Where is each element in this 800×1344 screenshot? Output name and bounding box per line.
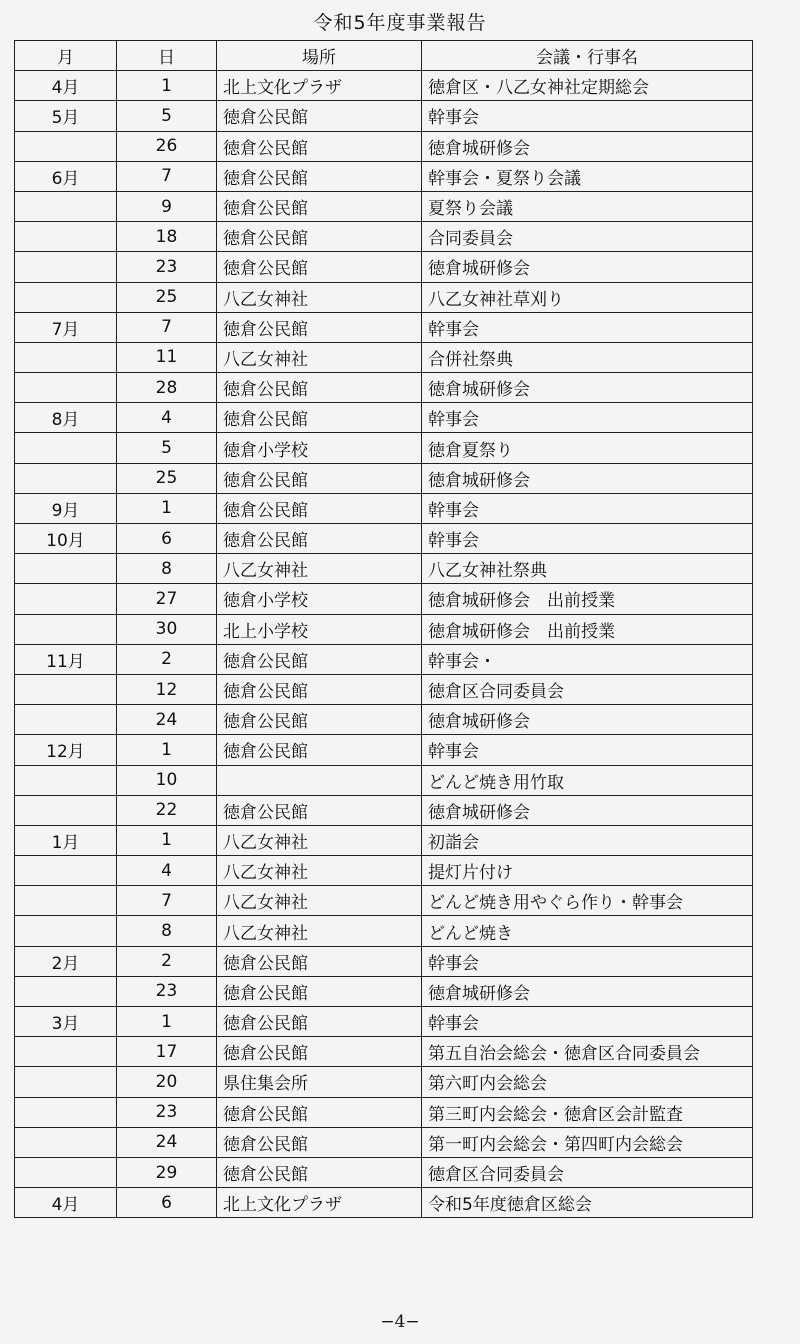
table-row bbox=[15, 493, 753, 523]
cell-event: どんど焼き用竹取 bbox=[422, 765, 753, 795]
cell-event: 徳倉城研修会 bbox=[422, 976, 753, 1006]
cell-day: 2 bbox=[117, 644, 217, 674]
cell-place: 徳倉公民館 bbox=[217, 373, 422, 403]
cell-month bbox=[15, 191, 117, 221]
cell-place: 八乙女神社 bbox=[217, 886, 422, 916]
cell-event: 徳倉城研修会 bbox=[422, 463, 753, 493]
cell-event: 初詣会 bbox=[422, 825, 753, 855]
cell-month: 12月 bbox=[15, 735, 117, 765]
cell-month bbox=[15, 916, 117, 946]
cell-event: 徳倉城研修会 bbox=[422, 373, 753, 403]
cell-event: 幹事会 bbox=[422, 493, 753, 523]
cell-place: 徳倉公民館 bbox=[217, 1097, 422, 1127]
cell-month bbox=[15, 554, 117, 584]
table-row bbox=[15, 282, 753, 312]
cell-day: 7 bbox=[117, 886, 217, 916]
table-row bbox=[15, 252, 753, 282]
cell-day: 11 bbox=[117, 342, 217, 372]
cell-month bbox=[15, 976, 117, 1006]
table-row bbox=[15, 161, 753, 191]
cell-day: 8 bbox=[117, 916, 217, 946]
cell-month bbox=[15, 373, 117, 403]
cell-month: 7月 bbox=[15, 312, 117, 342]
table-row bbox=[15, 674, 753, 704]
table-row bbox=[15, 403, 753, 433]
cell-event: 八乙女神社祭典 bbox=[422, 554, 753, 584]
cell-event: 幹事会 bbox=[422, 735, 753, 765]
cell-day: 2 bbox=[117, 946, 217, 976]
table-row bbox=[15, 463, 753, 493]
cell-place: 八乙女神社 bbox=[217, 554, 422, 584]
cell-month: 1月 bbox=[15, 825, 117, 855]
cell-month bbox=[15, 1127, 117, 1157]
cell-place: 北上文化プラザ bbox=[217, 1188, 422, 1218]
cell-event: 徳倉城研修会 bbox=[422, 705, 753, 735]
cell-day: 23 bbox=[117, 976, 217, 1006]
header-place: 場所 bbox=[217, 41, 422, 71]
cell-month bbox=[15, 433, 117, 463]
table-row bbox=[15, 795, 753, 825]
table-row bbox=[15, 554, 753, 584]
cell-day: 9 bbox=[117, 191, 217, 221]
cell-event: 徳倉区・八乙女神社定期総会 bbox=[422, 71, 753, 101]
cell-place: 徳倉公民館 bbox=[217, 795, 422, 825]
cell-month bbox=[15, 856, 117, 886]
cell-event: 第六町内会総会 bbox=[422, 1067, 753, 1097]
table-row bbox=[15, 916, 753, 946]
table-header-row bbox=[15, 41, 753, 71]
cell-place: 徳倉公民館 bbox=[217, 191, 422, 221]
table-row bbox=[15, 433, 753, 463]
cell-event: 夏祭り会議 bbox=[422, 191, 753, 221]
cell-day: 8 bbox=[117, 554, 217, 584]
page-number: −4− bbox=[380, 1312, 420, 1332]
cell-place: 徳倉公民館 bbox=[217, 463, 422, 493]
table-row bbox=[15, 1127, 753, 1157]
cell-month bbox=[15, 765, 117, 795]
cell-event: 八乙女神社草刈り bbox=[422, 282, 753, 312]
cell-place: 徳倉公民館 bbox=[217, 222, 422, 252]
cell-day: 12 bbox=[117, 674, 217, 704]
table-row bbox=[15, 1157, 753, 1187]
cell-month: 3月 bbox=[15, 1007, 117, 1037]
cell-place: 徳倉公民館 bbox=[217, 976, 422, 1006]
table-row bbox=[15, 856, 753, 886]
cell-month bbox=[15, 252, 117, 282]
cell-place: 徳倉公民館 bbox=[217, 1037, 422, 1067]
cell-day: 28 bbox=[117, 373, 217, 403]
table-row bbox=[15, 1097, 753, 1127]
cell-event: 幹事会・ bbox=[422, 644, 753, 674]
table-row bbox=[15, 1067, 753, 1097]
cell-event: 幹事会 bbox=[422, 1007, 753, 1037]
cell-day: 24 bbox=[117, 1127, 217, 1157]
page-title: 令和5年度事業報告 bbox=[313, 12, 487, 34]
cell-event: 幹事会 bbox=[422, 312, 753, 342]
cell-place: 八乙女神社 bbox=[217, 342, 422, 372]
cell-place: 徳倉公民館 bbox=[217, 101, 422, 131]
cell-month: 9月 bbox=[15, 493, 117, 523]
table-row bbox=[15, 976, 753, 1006]
cell-month bbox=[15, 1157, 117, 1187]
cell-day: 10 bbox=[117, 765, 217, 795]
cell-place: 八乙女神社 bbox=[217, 825, 422, 855]
cell-event: 徳倉城研修会 bbox=[422, 795, 753, 825]
table-row bbox=[15, 946, 753, 976]
cell-month bbox=[15, 614, 117, 644]
table-row bbox=[15, 1188, 753, 1218]
table-row bbox=[15, 373, 753, 403]
cell-day: 20 bbox=[117, 1067, 217, 1097]
cell-month: 4月 bbox=[15, 1188, 117, 1218]
cell-day: 4 bbox=[117, 403, 217, 433]
cell-place: 徳倉公民館 bbox=[217, 161, 422, 191]
cell-month: 10月 bbox=[15, 524, 117, 554]
cell-event: どんど焼き bbox=[422, 916, 753, 946]
cell-day: 23 bbox=[117, 252, 217, 282]
cell-day: 26 bbox=[117, 131, 217, 161]
cell-day: 25 bbox=[117, 463, 217, 493]
cell-place: 徳倉公民館 bbox=[217, 946, 422, 976]
cell-event: 徳倉城研修会 bbox=[422, 131, 753, 161]
cell-day: 1 bbox=[117, 71, 217, 101]
cell-day: 17 bbox=[117, 1037, 217, 1067]
cell-place bbox=[217, 765, 422, 795]
cell-day: 25 bbox=[117, 282, 217, 312]
cell-day: 1 bbox=[117, 1007, 217, 1037]
table-row bbox=[15, 735, 753, 765]
table-row bbox=[15, 584, 753, 614]
cell-month bbox=[15, 131, 117, 161]
cell-day: 7 bbox=[117, 161, 217, 191]
cell-event: 合併社祭典 bbox=[422, 342, 753, 372]
cell-event: 徳倉城研修会 出前授業 bbox=[422, 614, 753, 644]
cell-event: 合同委員会 bbox=[422, 222, 753, 252]
cell-place: 八乙女神社 bbox=[217, 856, 422, 886]
cell-event: 提灯片付け bbox=[422, 856, 753, 886]
table-row bbox=[15, 524, 753, 554]
cell-day: 18 bbox=[117, 222, 217, 252]
cell-place: 徳倉公民館 bbox=[217, 1157, 422, 1187]
table-row bbox=[15, 614, 753, 644]
cell-month: 11月 bbox=[15, 644, 117, 674]
table-row bbox=[15, 342, 753, 372]
cell-month: 5月 bbox=[15, 101, 117, 131]
cell-event: 幹事会 bbox=[422, 101, 753, 131]
cell-month bbox=[15, 1037, 117, 1067]
cell-place: 八乙女神社 bbox=[217, 916, 422, 946]
activity-report-table bbox=[14, 40, 753, 1218]
cell-day: 5 bbox=[117, 101, 217, 131]
cell-month: 8月 bbox=[15, 403, 117, 433]
cell-place: 徳倉小学校 bbox=[217, 584, 422, 614]
table-row bbox=[15, 644, 753, 674]
cell-month bbox=[15, 584, 117, 614]
cell-day: 1 bbox=[117, 825, 217, 855]
cell-event: どんど焼き用やぐら作り・幹事会 bbox=[422, 886, 753, 916]
cell-event: 幹事会 bbox=[422, 946, 753, 976]
cell-place: 徳倉公民館 bbox=[217, 1007, 422, 1037]
cell-day: 22 bbox=[117, 795, 217, 825]
cell-month bbox=[15, 795, 117, 825]
cell-month bbox=[15, 886, 117, 916]
cell-day: 23 bbox=[117, 1097, 217, 1127]
cell-event: 徳倉城研修会 bbox=[422, 252, 753, 282]
cell-month: 2月 bbox=[15, 946, 117, 976]
cell-place: 北上小学校 bbox=[217, 614, 422, 644]
cell-event: 幹事会・夏祭り会議 bbox=[422, 161, 753, 191]
cell-day: 6 bbox=[117, 1188, 217, 1218]
cell-place: 県住集会所 bbox=[217, 1067, 422, 1097]
cell-day: 1 bbox=[117, 493, 217, 523]
cell-place: 徳倉公民館 bbox=[217, 131, 422, 161]
cell-place: 北上文化プラザ bbox=[217, 71, 422, 101]
cell-place: 徳倉公民館 bbox=[217, 674, 422, 704]
cell-place: 徳倉公民館 bbox=[217, 493, 422, 523]
table-row bbox=[15, 131, 753, 161]
cell-day: 1 bbox=[117, 735, 217, 765]
table-row bbox=[15, 71, 753, 101]
table-body bbox=[15, 71, 753, 1218]
cell-event: 令和5年度徳倉区総会 bbox=[422, 1188, 753, 1218]
cell-month bbox=[15, 222, 117, 252]
cell-month bbox=[15, 342, 117, 372]
cell-day: 27 bbox=[117, 584, 217, 614]
cell-event: 幹事会 bbox=[422, 524, 753, 554]
cell-month bbox=[15, 463, 117, 493]
header-month: 月 bbox=[15, 41, 117, 71]
cell-day: 7 bbox=[117, 312, 217, 342]
cell-month bbox=[15, 674, 117, 704]
cell-place: 徳倉公民館 bbox=[217, 705, 422, 735]
table-row bbox=[15, 1037, 753, 1067]
cell-place: 徳倉公民館 bbox=[217, 524, 422, 554]
cell-month bbox=[15, 705, 117, 735]
table-row bbox=[15, 222, 753, 252]
cell-event: 徳倉区合同委員会 bbox=[422, 1157, 753, 1187]
header-event: 会議・行事名 bbox=[422, 41, 753, 71]
cell-event: 第三町内会総会・徳倉区会計監査 bbox=[422, 1097, 753, 1127]
cell-month bbox=[15, 1097, 117, 1127]
header-day: 日 bbox=[117, 41, 217, 71]
table-row bbox=[15, 1007, 753, 1037]
cell-month bbox=[15, 1067, 117, 1097]
cell-day: 5 bbox=[117, 433, 217, 463]
cell-day: 29 bbox=[117, 1157, 217, 1187]
cell-day: 30 bbox=[117, 614, 217, 644]
cell-event: 第一町内会総会・第四町内会総会 bbox=[422, 1127, 753, 1157]
cell-place: 徳倉公民館 bbox=[217, 735, 422, 765]
table-row bbox=[15, 191, 753, 221]
table-row bbox=[15, 705, 753, 735]
cell-month bbox=[15, 282, 117, 312]
table-row bbox=[15, 312, 753, 342]
cell-event: 徳倉夏祭り bbox=[422, 433, 753, 463]
cell-event: 徳倉区合同委員会 bbox=[422, 674, 753, 704]
cell-place: 八乙女神社 bbox=[217, 282, 422, 312]
table-row bbox=[15, 886, 753, 916]
cell-event: 徳倉城研修会 出前授業 bbox=[422, 584, 753, 614]
cell-place: 徳倉公民館 bbox=[217, 644, 422, 674]
cell-place: 徳倉公民館 bbox=[217, 1127, 422, 1157]
cell-month: 6月 bbox=[15, 161, 117, 191]
cell-place: 徳倉公民館 bbox=[217, 403, 422, 433]
cell-event: 第五自治会総会・徳倉区合同委員会 bbox=[422, 1037, 753, 1067]
cell-place: 徳倉公民館 bbox=[217, 312, 422, 342]
cell-month: 4月 bbox=[15, 71, 117, 101]
table-row bbox=[15, 825, 753, 855]
cell-day: 6 bbox=[117, 524, 217, 554]
table-row bbox=[15, 765, 753, 795]
table-row bbox=[15, 101, 753, 131]
cell-day: 4 bbox=[117, 856, 217, 886]
cell-day: 24 bbox=[117, 705, 217, 735]
cell-event: 幹事会 bbox=[422, 403, 753, 433]
cell-place: 徳倉小学校 bbox=[217, 433, 422, 463]
cell-place: 徳倉公民館 bbox=[217, 252, 422, 282]
